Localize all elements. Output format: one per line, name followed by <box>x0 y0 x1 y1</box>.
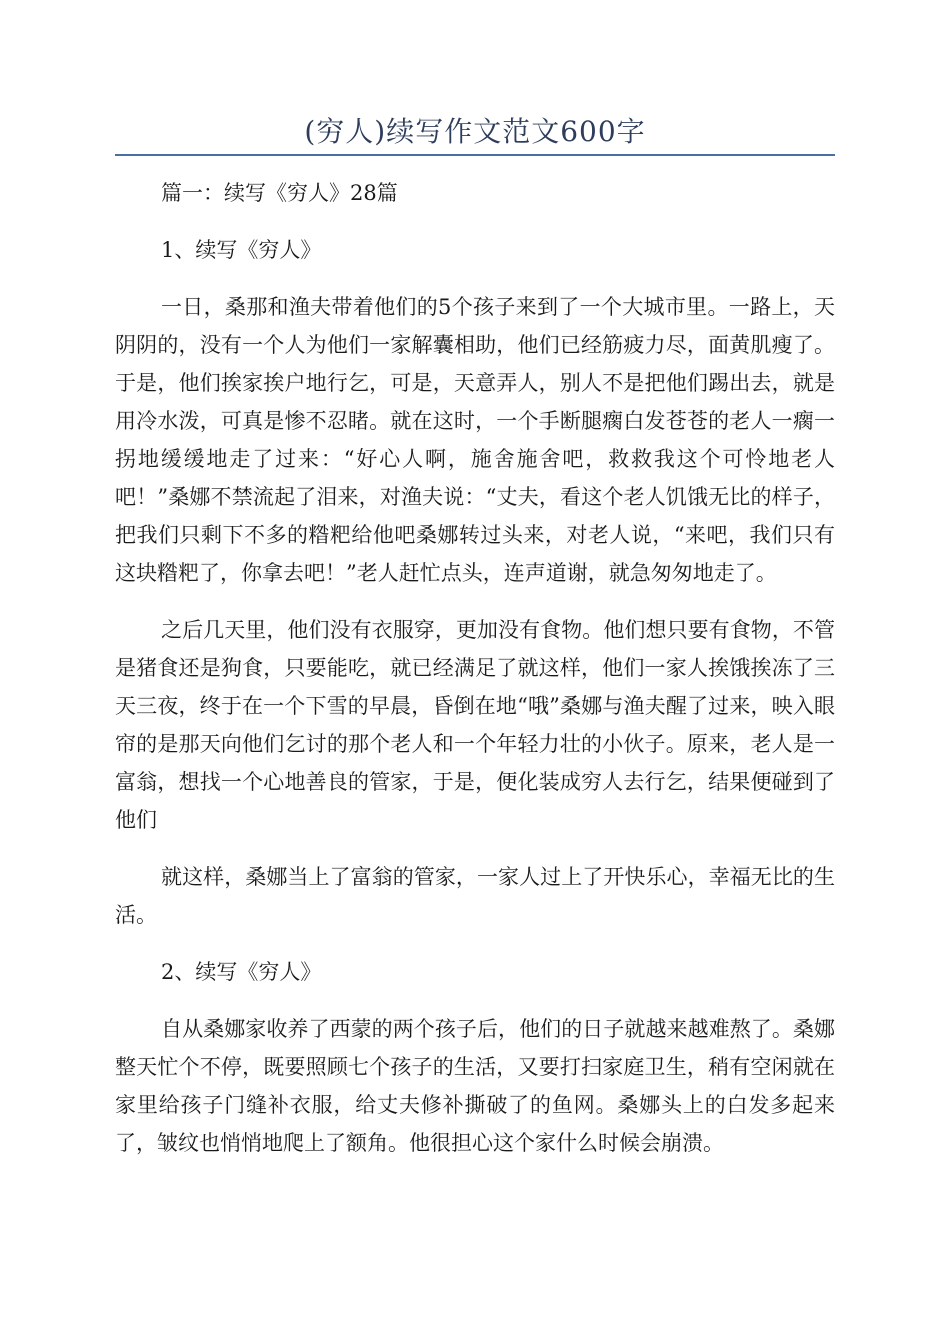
body-paragraph: 之后几天里，他们没有衣服穿，更加没有食物。他们想只要有食物，不管是猪食还是狗食，只要能吃，就已经满足了就这样，他们一家人挨饿挨冻了三天三夜，终于在一个下雪的早晨，昏倒在地“哦”桑娜与渔夫醒了过来，映入眼帘的是那天向他们乞讨的那个老人和一个年轻力壮的小伙子。原来，老人是一富翁，想找一个心地善良的管家，于是，便化装成穷人去行乞，结果便碰到了他们 <box>115 618 835 832</box>
document-title: (穷人)续写作文范文600字 <box>304 115 646 148</box>
body-paragraph: 一日，桑那和渔夫带着他们的5个孩子来到了一个大城市里。一路上，天阴阴的，没有一个人为他们一家解囊相助，他们已经筋疲力尽，面黄肌瘦了。于是，他们挨家挨户地行乞，可是，天意弄人，别人不是把他们踢出去，就是用冷水泼，可真是惨不忍睹。就在这时，一个手断腿瘸白发苍苍的老人一瘸一拐地缓缓地走了过来：“好心人啊，施舍施舍吧，救救我这个可怜地老人吧！”桑娜不禁流起了泪来，对渔夫说：“丈夫，看这个老人饥饿无比的样子，把我们只剩下不多的糌粑给他吧桑娜转过头来，对老人说，“来吧，我们只有这块糌粑了，你拿去吧！”老人赶忙点头，连声道谢，就急匆匆地走了。 <box>115 295 835 585</box>
subsection-heading: 1、续写《穷人》 <box>161 238 322 262</box>
title-underline <box>115 154 835 156</box>
subsection-heading: 2、续写《穷人》 <box>161 960 322 984</box>
section-heading: 篇一：续写《穷人》28篇 <box>161 181 398 205</box>
body-paragraph: 就这样，桑娜当上了富翁的管家，一家人过上了开快乐心，幸福无比的生活。 <box>115 865 835 927</box>
document-body <box>115 174 835 1181</box>
body-paragraph: 自从桑娜家收养了西蒙的两个孩子后，他们的日子就越来越难熬了。桑娜整天忙个不停，既要照顾七个孩子的生活，又要打扫家庭卫生，稍有空闲就在家里给孩子门缝补衣服，给丈夫修补撕破了的鱼网。桑娜头上的白发多起来了，皱纹也悄悄地爬上了额角。他很担心这个家什么时候会崩溃。 <box>115 1017 835 1155</box>
